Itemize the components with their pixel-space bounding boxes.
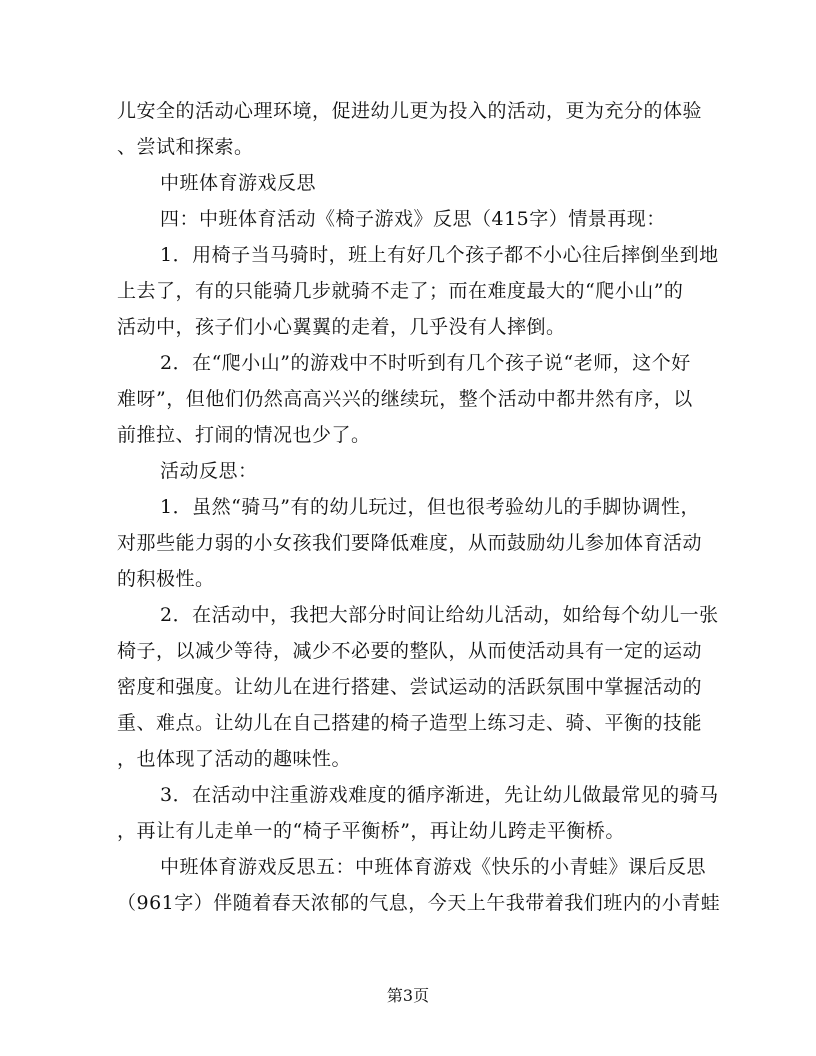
text-line: （961字）伴随着春天浓郁的气息，今天上午我带着我们班内的小青蛙 [117, 892, 721, 914]
text-line: 椅子，以减少等待，减少不必要的整队，从而使活动具有一定的运动 [117, 640, 703, 662]
text-line: 2．在活动中，我把大部分时间让给幼儿活动，如给每个幼儿一张 [160, 604, 719, 626]
document-body [117, 93, 721, 921]
text-line: ，也体现了活动的趣味性。 [117, 748, 352, 770]
text-line: 前推拉、打闹的情况也少了。 [117, 424, 371, 446]
page-number: 第3页 [386, 986, 430, 1005]
text-line: 活动中，孩子们小心翼翼的走着，几乎没有人摔倒。 [117, 316, 566, 338]
text-line: 2．在“爬小山”的游戏中不时听到有几个孩子说“老师，这个好 [160, 352, 691, 374]
text-line: 难呀”，但他们仍然高高兴兴的继续玩，整个活动中都井然有序，以 [117, 388, 693, 410]
text-line: 重、难点。让幼儿在自己搭建的椅子造型上练习走、骑、平衡的技能 [117, 712, 703, 734]
text-line: 中班体育游戏反思 [160, 172, 317, 194]
text-line: 活动反思： [160, 460, 258, 482]
text-line: ，再让有儿走单一的“椅子平衡桥”，再让幼儿跨走平衡桥。 [117, 820, 625, 842]
text-line: 密度和强度。让幼儿在进行搭建、尝试运动的活跃氛围中掌握活动的 [117, 676, 703, 698]
text-line: 对那些能力弱的小女孩我们要降低难度，从而鼓励幼儿参加体育活动 [117, 532, 703, 554]
text-line: 的积极性。 [117, 568, 215, 590]
text-line: 、尝试和探索。 [117, 136, 254, 158]
text-line: 儿安全的活动心理环境，促进幼儿更为投入的活动，更为充分的体验 [117, 100, 703, 122]
text-line: 上去了，有的只能骑几步就骑不走了；而在难度最大的“爬小山”的 [117, 280, 684, 302]
text-line: 中班体育游戏反思五：中班体育游戏《快乐的小青蛙》课后反思 [160, 856, 707, 878]
text-line: 四：中班体育活动《椅子游戏》反思（415字）情景再现： [160, 208, 666, 230]
text-line: 1．虽然“骑马”有的幼儿玩过，但也很考验幼儿的手脚协调性， [160, 496, 701, 518]
text-line: 3．在活动中注重游戏难度的循序渐进，先让幼儿做最常见的骑马 [160, 784, 719, 806]
text-line: 1．用椅子当马骑时，班上有好几个孩子都不小心往后摔倒坐到地 [160, 244, 719, 266]
